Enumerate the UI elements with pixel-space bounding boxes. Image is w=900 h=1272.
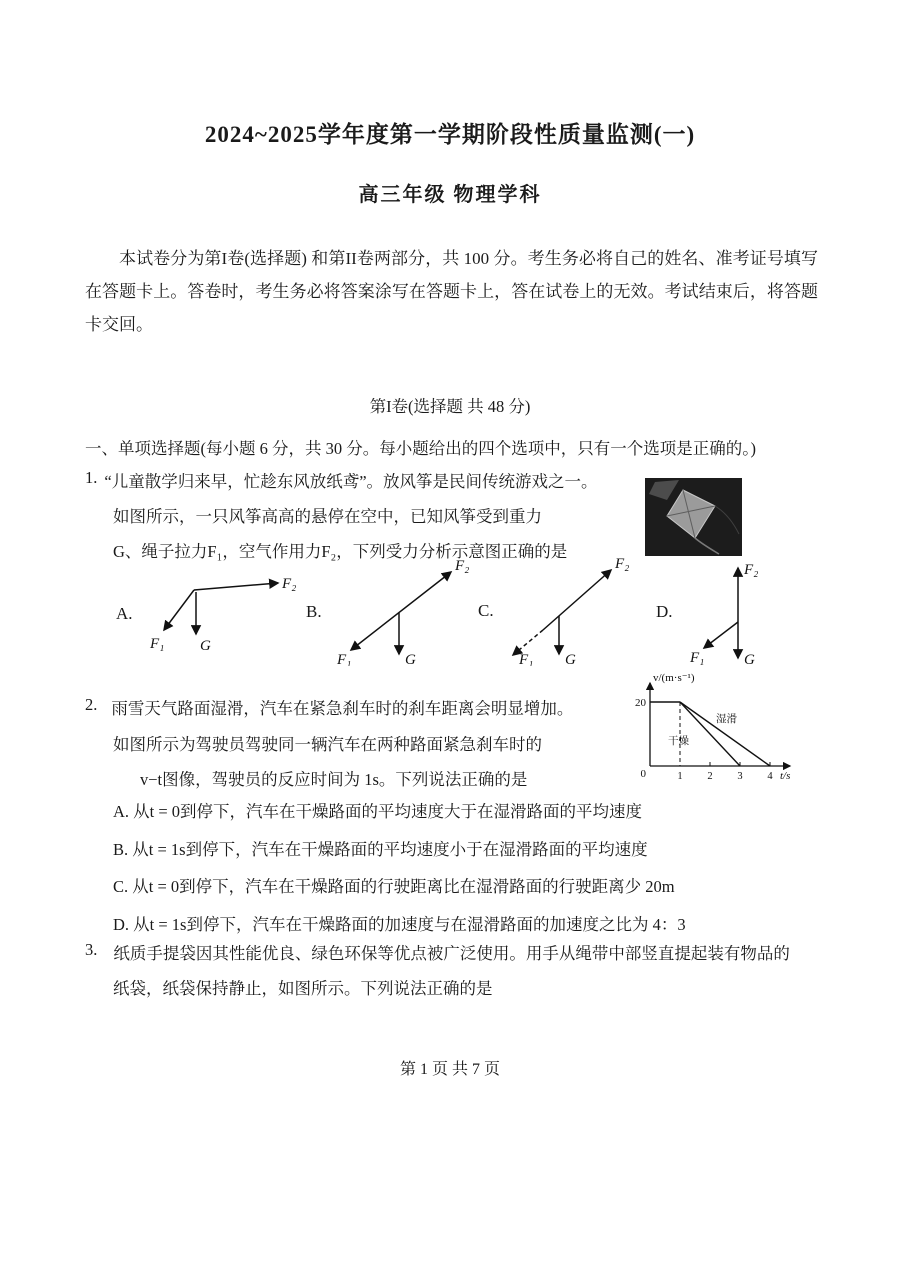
page-subtitle: 高三年级 物理学科 — [358, 184, 542, 206]
force-diagram-option-d — [656, 558, 801, 666]
question-2-line-1 — [85, 695, 573, 719]
question-2-option-a: A. 从t = 0到停下，汽车在干燥路面的平均速度大于在湿滑路面的平均速度 — [113, 802, 643, 821]
question-2-line-3: v−t图像，驾驶员的反应时间为 1s。下列说法正确的是 — [140, 770, 528, 789]
label-f2: F₂ — [743, 562, 758, 578]
force-diagram-c — [497, 556, 642, 666]
force-diagram-d — [676, 558, 801, 666]
force-diagram-a — [136, 566, 306, 661]
question-2-number: 2. — [85, 695, 98, 714]
label-g: G — [199, 638, 211, 654]
question-2-line-2: 如图所示为驾驶员驾驶同一辆汽车在两种路面紧急刹车时的 — [113, 735, 542, 754]
graph-wet-label: 湿滑 — [716, 714, 737, 725]
force-diagram-option-a — [116, 566, 306, 661]
option-b-letter: B. — [306, 602, 322, 621]
force-diagram-option-b — [306, 558, 475, 666]
graph-x-tick-3: 3 — [737, 771, 743, 782]
graph-x-tick-2: 2 — [707, 771, 713, 782]
wet-road-line — [680, 702, 770, 766]
label-f1: F₁ — [336, 652, 351, 666]
question-3-line-1 — [85, 940, 790, 964]
label-g: G — [564, 652, 576, 666]
option-a-letter: A. — [116, 603, 133, 623]
question-3-line-2: 纸袋，纸袋保持静止，如图所示。下列说法正确的是 — [113, 979, 493, 998]
force-diagram-option-c — [478, 556, 642, 666]
option-d-letter: D. — [656, 602, 673, 621]
label-g: G — [743, 652, 755, 666]
graph-x-axis-label: t/s — [780, 770, 791, 782]
dry-road-line — [680, 702, 740, 766]
page-title: 2024~2025学年度第一学期阶段性质量监测(一) — [204, 122, 696, 147]
part1-header: 一、单项选择题(每小题 6 分，共 30 分。每小题给出的四个选项中，只有一个选项是正确的。) — [85, 439, 756, 458]
question-2-option-c: C. 从t = 0到停下，汽车在干燥路面的行驶距离比在湿滑路面的行驶距离少 20m — [113, 877, 675, 896]
velocity-time-graph — [622, 670, 800, 794]
label-g: G — [404, 652, 416, 666]
label-f1: F₁ — [689, 650, 704, 666]
force-diagram-b — [325, 558, 475, 666]
label-f2: F₂ — [281, 576, 296, 592]
question-2-option-d: D. 从t = 1s到停下，汽车在干燥路面的加速度与在湿滑路面的加速度之比为 4：3 — [113, 915, 686, 934]
option-c-letter: C. — [478, 601, 494, 620]
label-f1: F₁ — [149, 636, 164, 652]
exam-instructions: 本试卷分为第I卷(选择题) 和第II卷两部分，共 100 分。考生务必将自己的姓名、准考证号填写在答题卡上。答卷时，考生务必将答案涂写在答题卡上，答在试卷上的无效。考试结束后，将答题卡交回。 — [85, 249, 818, 334]
label-f1: F₁ — [518, 652, 533, 666]
graph-x-tick-4: 4 — [767, 771, 773, 782]
kite-photo — [645, 478, 742, 556]
question-3-text: 纸质手提袋因其性能优良、绿色环保等优点被广泛使用。用手从绳带中部竖直提起装有物品的 — [113, 944, 790, 963]
question-1-number: 1. — [85, 468, 98, 487]
graph-x-tick-1: 1 — [677, 771, 683, 782]
question-2-option-b: B. 从t = 1s到停下，汽车在干燥路面的平均速度小于在湿滑路面的平均速度 — [113, 840, 648, 859]
graph-y-tick-20: 20 — [635, 697, 646, 709]
question-1-line-2: 如图所示，一只风筝高高的悬停在空中，已知风筝受到重力 — [113, 507, 542, 526]
question-2-text: 雨雪天气路面湿滑，汽车在紧急刹车时的刹车距离会明显增加。 — [111, 699, 574, 718]
page-footer: 第 1 页 共 7 页 — [399, 1061, 500, 1078]
graph-y-axis-label: v/(m·s⁻¹) — [653, 672, 695, 684]
question-3-number: 3. — [85, 940, 98, 959]
label-f2: F₂ — [614, 556, 629, 572]
graph-dry-label: 干燥 — [668, 736, 689, 747]
question-1-text: “儿童散学归来早，忙趁东风放纸鸢”。放风筝是民间传统游戏之一。 — [104, 472, 598, 491]
graph-origin-label: 0 — [640, 768, 646, 780]
question-1-line-3: G、绳子拉力F₁，空气作用力F₂，下列受力分析示意图正确的是 — [113, 542, 568, 561]
section1-title: 第I卷(选择题 共 48 分) — [369, 397, 531, 416]
label-f2: F₂ — [454, 558, 469, 574]
question-1-line-1 — [85, 468, 598, 492]
